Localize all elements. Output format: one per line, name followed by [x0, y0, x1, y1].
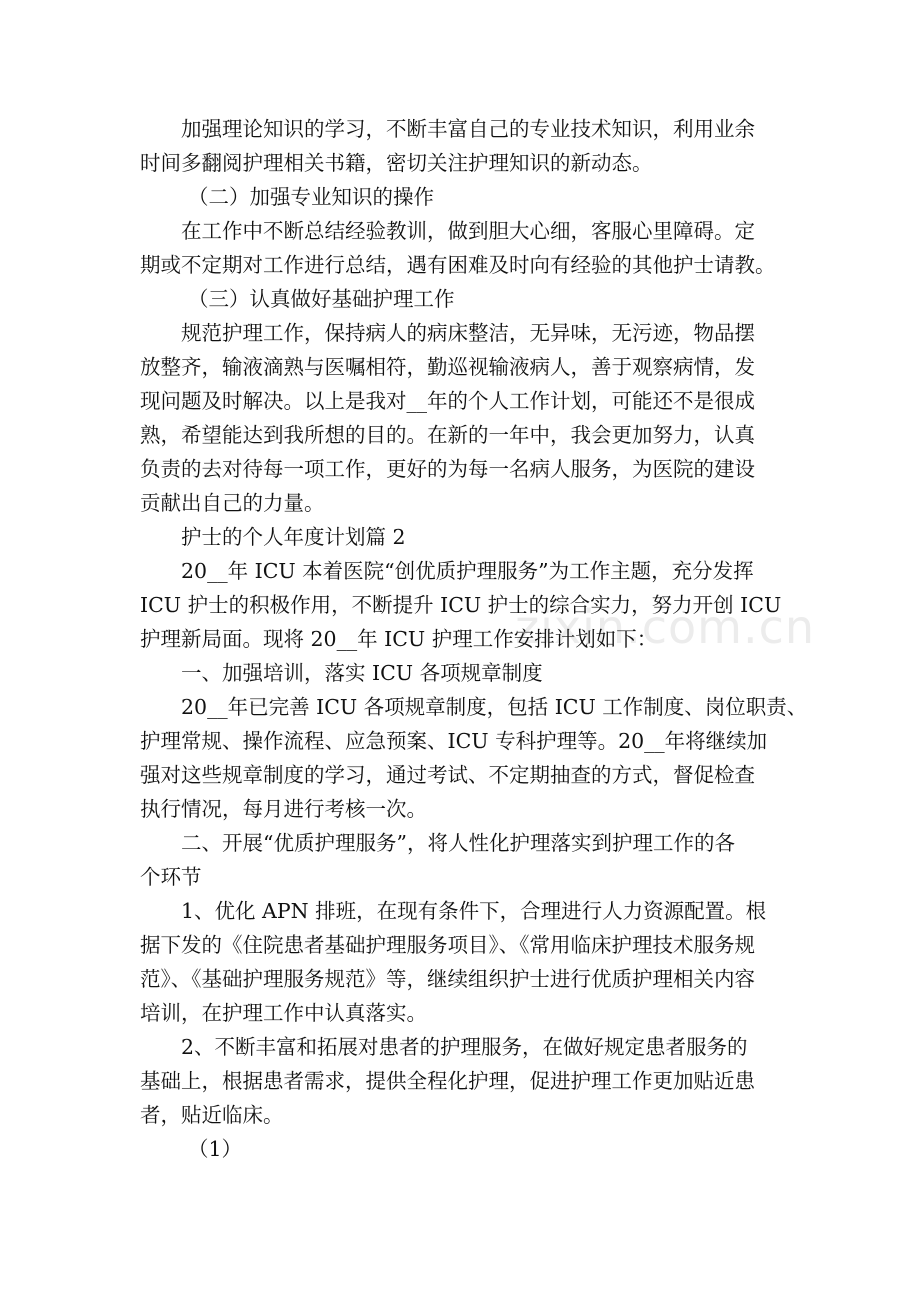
paragraph-icu-intro [140, 554, 788, 656]
section-heading-3 [140, 282, 788, 316]
paragraph-experience [140, 214, 788, 282]
heading-text: 二、开展“优质护理服务”，将人性化护理落实到护理工作的各 [181, 831, 735, 855]
text-line: 20__年已完善 ICU 各项规章制度，包括 ICU 工作制度、岗位职责、 [181, 695, 808, 719]
section-heading-training [140, 656, 788, 690]
watermark: zixin.com.cn [515, 600, 816, 654]
paragraph-item-1 [140, 894, 788, 1030]
text-line: 基础上，根据患者需求，提供全程化护理，促进护理工作更加贴近患 [140, 1069, 755, 1093]
text-line: 护理常规、操作流程、应急预案、ICU 专科护理等。20__年将继续加 [140, 729, 768, 753]
paragraph-basic-nursing [140, 316, 788, 520]
text-line: 据下发的《住院患者基础护理服务项目》、《常用临床护理技术服务规 [140, 933, 755, 957]
text-line: 负责的去对待每一项工作，更好的为每一名病人服务，为医院的建设 [140, 457, 755, 481]
text-line: 2、不断丰富和拓展对患者的护理服务，在做好规定患者服务的 [181, 1035, 748, 1059]
text-line: ICU 护士的积极作用，不断提升 ICU 护士的综合实力，努力开创 ICU [140, 593, 782, 617]
heading-text: （二）加强专业知识的操作 [188, 185, 434, 209]
text-line: 贡献出自己的力量。 [140, 491, 325, 515]
text-line: 培训，在护理工作中认真落实。 [140, 1001, 427, 1025]
paragraph-theory-study [140, 112, 788, 180]
text-line: 20__年 ICU 本着医院“创优质护理服务”为工作主题，充分发挥 [181, 559, 754, 583]
title-text: 护士的个人年度计划篇 2 [181, 525, 406, 549]
document-body [140, 112, 808, 1166]
heading-text: 个环节 [140, 865, 202, 889]
text-line: 护理新局面。现将 20__年 ICU 护理工作安排计划如下： [140, 627, 658, 651]
text-line: 执行情况，每月进行考核一次。 [140, 797, 427, 821]
text-line: 1、优化 APN 排班，在现有条件下，合理进行人力资源配置。根 [181, 899, 767, 923]
text-line: 加强理论知识的学习，不断丰富自己的专业技术知识，利用业余 [181, 117, 755, 141]
text-line: 期或不定期对工作进行总结，遇有困难及时向有经验的其他护士请教。 [140, 253, 776, 277]
text-line: 者，贴近临床。 [140, 1103, 284, 1127]
paragraph-item-2 [140, 1030, 788, 1132]
paragraph-subitem-1 [140, 1132, 788, 1166]
section-heading-quality-service [140, 826, 788, 894]
text-line: 熟，希望能达到我所想的目的。在新的一年中，我会更加努力，认真 [140, 423, 755, 447]
heading-text: （三）认真做好基础护理工作 [188, 287, 455, 311]
text-line: 范》、《基础护理服务规范》等，继续组织护士进行优质护理相关内容 [140, 967, 755, 991]
paragraph-regulations [140, 690, 808, 826]
section-heading-2 [140, 180, 788, 214]
text-line: 时间多翻阅护理相关书籍，密切关注护理知识的新动态。 [140, 151, 653, 175]
text-line: 放整齐，输液滴熟与医嘱相符，勤巡视输液病人，善于观察病情，发 [140, 355, 755, 379]
text-line: （1） [188, 1137, 243, 1161]
text-line: 现问题及时解决。以上是我对__年的个人工作计划，可能还不是很成 [140, 389, 755, 413]
text-line: 规范护理工作，保持病人的病床整洁，无异味，无污迹，物品摆 [181, 321, 755, 345]
text-line: 在工作中不断总结经验教训，做到胆大心细，客服心里障碍。定 [181, 219, 755, 243]
article-title-2 [140, 520, 788, 554]
text-line: 强对这些规章制度的学习，通过考试、不定期抽查的方式，督促检查 [140, 763, 755, 787]
heading-text: 一、加强培训，落实 ICU 各项规章制度 [181, 661, 543, 685]
